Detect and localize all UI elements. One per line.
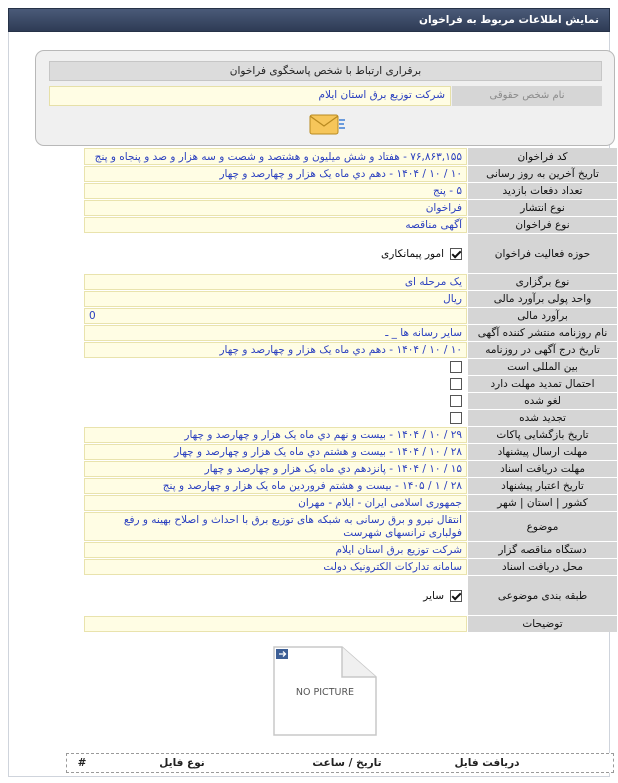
files-col-number: #: [77, 757, 87, 769]
label-submission: مهلت ارسال پیشنهاد: [467, 444, 617, 460]
row-subject: [84, 511, 617, 541]
label-visits: تعداد دفعات بازدید: [467, 183, 617, 199]
row-publish-type: [84, 199, 617, 216]
row-currency: [84, 290, 617, 307]
row-location: [84, 494, 617, 511]
extension-checkbox[interactable]: [450, 378, 462, 390]
activity-option: امور پیمانکاری: [381, 247, 444, 260]
label-last-update: تاریخ آخرین به روز رسانی: [467, 166, 617, 182]
label-holding-type: نوع برگزاری: [467, 274, 617, 290]
no-picture-text: NO PICTURE: [295, 687, 355, 698]
cancelled-checkbox[interactable]: [450, 395, 462, 407]
row-ad-date: [84, 341, 617, 358]
label-publish-type: نوع انتشار: [467, 200, 617, 216]
value-doc-deadline: ۱۵ / ۱۰ / ۱۴۰۴ - پانزدهم دي ماه یک هزار و چهارصد و چهار: [84, 461, 467, 477]
row-renewed: [84, 409, 617, 426]
label-estimate: برآورد مالی: [467, 308, 617, 324]
activity-checkbox[interactable]: [450, 248, 462, 260]
row-estimate: [84, 307, 617, 324]
value-cancelled: [84, 393, 467, 409]
label-code: کد فراخوان: [467, 148, 617, 165]
value-newspaper: سایر رسانه ها _ ـ: [84, 325, 467, 341]
value-visits: ۵ - پنج: [84, 183, 467, 199]
files-col-date: تاریخ / ساعت: [312, 757, 382, 769]
value-organizer: شرکت توزیع برق استان ایلام: [84, 542, 467, 558]
row-newspaper: [84, 324, 617, 341]
details-table: [84, 148, 617, 632]
renewed-checkbox[interactable]: [450, 412, 462, 424]
label-category: طبقه بندی موضوعی: [467, 576, 617, 615]
label-renewed: تجدید شده: [467, 410, 617, 426]
value-category: [84, 576, 467, 615]
value-notes: [84, 616, 467, 632]
label-doc-place: محل دریافت اسناد: [467, 559, 617, 575]
row-category: [84, 575, 617, 615]
label-currency: واحد پولی برآورد مالی: [467, 291, 617, 307]
label-international: بین المللی است: [467, 359, 617, 375]
row-last-update: [84, 165, 617, 182]
value-code: ۷۶,۸۶۳,۱۵۵ - هفتاد و شش میلیون و هشتصد و شصت و سه هزار و صد و پنجاه و پنج: [84, 148, 467, 165]
value-submission: ۲۸ / ۱۰ / ۱۴۰۴ - بیست و هشتم دي ماه یک هزار و چهارصد و چهار: [84, 444, 467, 460]
value-publish-type: فراخوان: [84, 200, 467, 216]
page-title: نمایش اطلاعات مربوط به فراخوان: [419, 14, 599, 26]
contact-panel: [35, 50, 615, 146]
value-opening: ۲۹ / ۱۰ / ۱۴۰۴ - بیست و نهم دي ماه یک هزار و چهارصد و چهار: [84, 427, 467, 443]
label-subject: موضوع: [467, 512, 617, 541]
files-col-download: دریافت فایل: [454, 757, 520, 769]
label-opening: تاریخ بازگشایی پاکات: [467, 427, 617, 443]
row-doc-deadline: [84, 460, 617, 477]
value-subject: انتقال نیرو و برق رسانی به شبکه های توزیع برق با احداث و اصلاح بهینه و رفع فولباری ترانسهای شهرست: [84, 512, 467, 541]
label-activity: حوزه فعالیت فراخوان: [467, 234, 617, 273]
label-newspaper: نام روزنامه منتشر کننده آگهی: [467, 325, 617, 341]
label-call-type: نوع فراخوان: [467, 217, 617, 233]
row-holding-type: [84, 273, 617, 290]
value-last-update: ۱۰ / ۱۰ / ۱۴۰۴ - دهم دي ماه یک هزار و چهارصد و چهار: [84, 166, 467, 182]
row-notes: [84, 615, 617, 632]
page-header: [8, 8, 610, 32]
label-extension: احتمال تمدید مهلت دارد: [467, 376, 617, 392]
row-opening: [84, 426, 617, 443]
row-validity: [84, 477, 617, 494]
value-location: جمهوری اسلامی ایران - ایلام - مهران: [84, 495, 467, 511]
value-call-type: آگهی مناقصه: [84, 217, 467, 233]
row-organizer: [84, 541, 617, 558]
row-international: [84, 358, 617, 375]
row-visits: [84, 182, 617, 199]
value-international: [84, 359, 467, 375]
contact-title: برقراری ارتباط با شخص پاسخگوی فراخوان: [49, 61, 602, 81]
files-table-header: [66, 753, 614, 773]
value-extension: [84, 376, 467, 392]
international-checkbox[interactable]: [450, 361, 462, 373]
category-option: سایر: [423, 589, 444, 602]
files-col-type: نوع فایل: [159, 757, 205, 769]
row-call-type: [84, 216, 617, 233]
label-notes: توضیحات: [467, 616, 617, 632]
row-submission: [84, 443, 617, 460]
row-activity: [84, 233, 617, 273]
value-activity: [84, 234, 467, 273]
value-currency: ریال: [84, 291, 467, 307]
row-cancelled: [84, 392, 617, 409]
no-picture-image: [270, 643, 380, 737]
value-holding-type: یک مرحله ای: [84, 274, 467, 290]
value-renewed: [84, 410, 467, 426]
value-estimate: 0: [84, 308, 467, 324]
label-location: کشور | استان | شهر: [467, 495, 617, 511]
contact-name-value: شرکت توزیع برق استان ایلام: [49, 86, 451, 106]
category-checkbox[interactable]: [450, 590, 462, 602]
row-doc-place: [84, 558, 617, 575]
value-ad-date: ۱۰ / ۱۰ / ۱۴۰۴ - دهم دي ماه یک هزار و چهارصد و چهار: [84, 342, 467, 358]
value-validity: ۲۸ / ۱ / ۱۴۰۵ - بیست و هشتم فروردین ماه یک هزار و چهارصد و پنج: [84, 478, 467, 494]
mail-icon[interactable]: [306, 111, 346, 139]
label-ad-date: تاریخ درج آگهی در روزنامه: [467, 342, 617, 358]
value-doc-place: سامانه تدارکات الکترونیک دولت: [84, 559, 467, 575]
label-organizer: دستگاه مناقصه گزار: [467, 542, 617, 558]
row-code: [84, 148, 617, 165]
label-validity: تاریخ اعتبار پیشنهاد: [467, 478, 617, 494]
label-cancelled: لغو شده: [467, 393, 617, 409]
contact-name-label: نام شخص حقوقی: [452, 86, 602, 106]
row-extension: [84, 375, 617, 392]
label-doc-deadline: مهلت دریافت اسناد: [467, 461, 617, 477]
